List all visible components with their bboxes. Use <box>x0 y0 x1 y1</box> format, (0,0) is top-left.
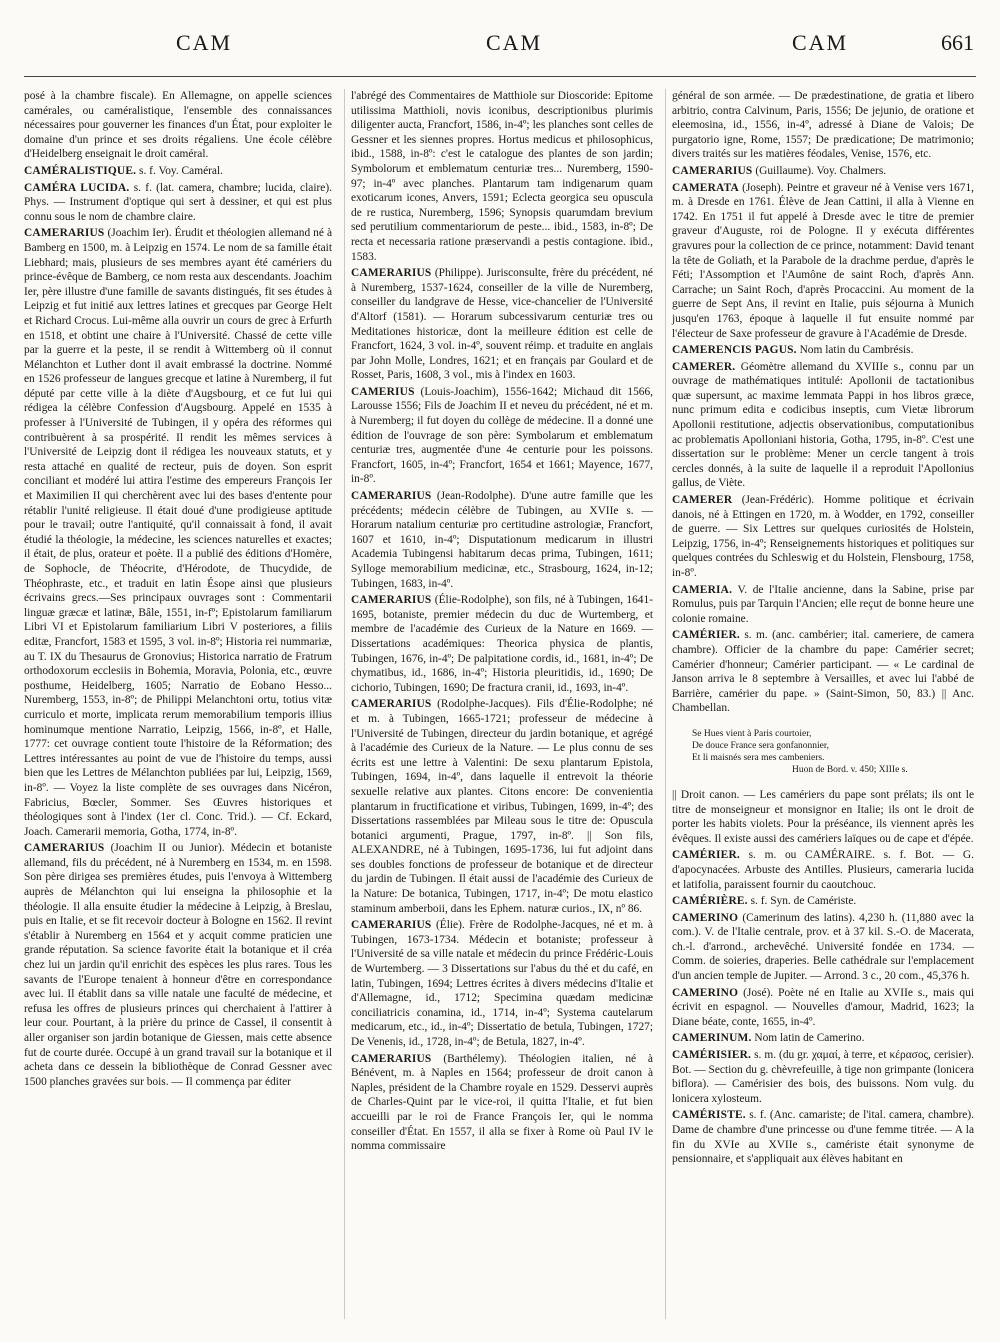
dictionary-entry <box>351 489 653 591</box>
column-middle <box>344 89 653 1319</box>
entry-headword: CAMERINO <box>672 911 739 924</box>
entry-text: Nom latin de Camerino. <box>754 1032 865 1045</box>
entry-headword: CAMÉRALISTIQUE. <box>24 164 137 177</box>
dictionary-entry <box>672 89 974 162</box>
dictionary-entry <box>351 89 653 264</box>
entry-headword: CAMERARIUS <box>672 164 753 177</box>
column-right-entries-after <box>672 788 974 1167</box>
entry-headword: CAMERER. <box>672 360 736 373</box>
entry-text: Géomètre allemand du XVIIIe s., connu par un ouvrage de mathématiques intitulé: Apollonii de tactationibus quæ supersunt, ac maxime lemmata Pappi in hos libros græce, nunc primum edita e codicibus inseptis, cum Vietæ librorum Apollonii restitutione, adjectis observationibus, computationibus ac problematis Apolloniani historia, Gotha, 1795, in-8º. C'est une dissertation sur le problème: Mener un cercle tangent à trois cercles donnés, à la suite de laquelle il a reproduit l'Apollonius gallus, de Viète. <box>672 360 974 490</box>
entry-headword: CAMERARIUS <box>351 267 432 280</box>
entry-headword: CAMERINO <box>672 986 739 999</box>
entry-text: (Barthélemy). Théologien italien, né à Bénévent, m. à Naples en 1564; professeur de droit canon à Naples, président de la Chambre royale en 1529. Desservi auprès de Charles-Quint par le vice-roi, il quitta l'Italie, et fut bien accueilli par le roi de France François Ier, qui le nomma conseiller d'État. En 1557, il alla se fixer à Rome où Paul IV le nomma commissaire <box>351 1052 653 1153</box>
entry-text: (Joseph). Peintre et graveur né à Venise vers 1671, m. à Dresde en 1761. Élève de Jean Cattini, il alla à Vienne en 1742. En 1751 il fut appelé à Dresde avec le titre de premier graveur d'Auguste, roi de Pologne. Il y exécuta différentes gravures pour la collection de ce prince, notamment: David tenant la tête de Goliath, et la Parabole de la drachme perdue, d'après le Féti; l'Assomption et l'Aumône de saint Roch, d'après Ann. Carrache; un Saint Roch, d'après Procaccini. Au moment de la guerre de Sept Ans, il revint en Italie, puis séjourna à Munich jusqu'en 1763, époque à laquelle il fut ensuite nommé par l'électeur de Saxe professeur de gravure à l'Académie de Dresde. <box>672 181 974 340</box>
verse-line: Et li maisnés sera mes cambeniers. <box>692 752 825 763</box>
entry-text: (Jean-Frédéric). Homme politique et écrivain danois, né à Ettingen en 1720, m. à Wodder, en 1792, conseiller de guerre. — Six Lettres sur quelques curiosités de Holstein, Leipzig, 1756, in-4º; Renseignements historiques et politiques sur quelques contrées du Schleswig et du Holstein, Flensbourg, 1758, in-8º. <box>672 494 974 579</box>
entry-text: (Camerinum des latins). 4,230 h. (11,880 avec la com.). V. de l'Italie centrale, prov. et à 37 kil. S.-O. de Macerata, ch.-l. d'arrond., archevêché. Université fondée en 1734. — Comm. de soieries, draperies. Belle cathédrale sur l'emplacement d'un ancien temple de Jupiter. — Arrond. 3 c., 20 com., 45,376 h. <box>672 911 974 983</box>
dictionary-entry <box>672 788 974 846</box>
entry-text: (Louis-Joachim), 1556-1642; Michaud dit 1566, Larousse 1556; Fils de Joachim II et neveu du précédent, né et m. à Nuremberg; il fut doyen du collège de médecine. Il a donné une édition de l'ouvrage de son père: Symbolarum et emblematum centuriæ tres, augmentée d'une 4e centurie pour les poissons. Francfort, 1605, in-4º; Francfort, 1654 et 1661; Mayence, 1677, in-8º. <box>351 385 653 486</box>
running-head-right: CAM <box>792 30 849 55</box>
verse-quotation <box>692 728 974 776</box>
dictionary-entry <box>351 385 653 487</box>
entry-headword: CAMERARIUS <box>351 919 432 932</box>
dictionary-entry <box>672 181 974 342</box>
entry-text: s. f. Syn. de Caméristе. <box>750 895 857 908</box>
entry-text: s. m. ou CAMÉRAIRE. s. f. Bot. — G. d'apocynacées. Arbuste des Antilles. Plusieurs, cameraria lucida et latifolia, paraissent fournir du caoutchouc. <box>672 849 974 891</box>
dictionary-entry <box>672 360 974 491</box>
column-right-entries <box>672 89 974 716</box>
text-columns <box>24 89 976 1319</box>
entry-text: (Philippe). Jurisconsulte, frère du précédent, né à Nuremberg, 1537-1624, conseiller de la ville de Nuremberg, conseiller du landgrave de Hesse, vice-chancelier de l'Université d'Altorf (1581). — Horarum subcessivarum centuriæ tres ou Meditationes historicæ, dont la meilleure édition est celle de Francfort, 1624, 3 vol. in-4º, souvent réimp. et traduite en anglais par John Molle, Londres, 1621; et en français par Goulard et de Rosset, Paris, 1608, 3 vol., mis à l'index en 1603. <box>351 267 653 382</box>
entry-text: (Rodolphe-Jacques). Fils d'Élie-Rodolphe; né et m. à Tubingen, 1665-1721; professeur de médecine à l'Université de Tubingen, directeur du jardin botanique, et agrégé à l'académie des Curieux de la Nature. — Le plus connu de ses écrits est une lettre à Valentini: De sexu plantarum Epistola, Tubingen, 1694, in-4º, dans laquelle il entrevoit la théorie sexuelle relative aux plantes. Citons encore: De convenientia plantarum in fructificatione et viribus, Tubingen, 1699, in-4º; des Dissertations rassemblées par Mileau sous le titre de: Opuscula botanici argumenti, Prague, 1797, in-8º. || Son fils, ALEXANDRE, né à Tubingen, 1695-1736, lui fut adjoint dans ses doubles fonctions de professeur de botanique et de directeur du jardin de Tubingen. Il était aussi de l'académie des Curieux de la Nature: De botanica, Tubingen, 1717, in-4º; De motu elastico staminum amberboii, dans les Ephem. naturæ curios., IX, nº 86. <box>351 698 653 915</box>
dictionary-entry <box>672 628 974 716</box>
entry-headword: CAMERER <box>672 494 733 507</box>
dictionary-entry <box>672 911 974 984</box>
entry-text: général de son armée. — De prædestinatione, de gratia et libero arbitrio, contra Calvinum, Paris, 1556; De jejunio, de oratione et eleemosina, id., 1556, in-4º, adressé à Diane de Valois; De purgatorio igne, Rome, 1557; De prædicatione; De matrimonio; divers traités sur les matières féodales, Venise, 1576, etc. <box>672 90 974 161</box>
entry-text: (Guillaume). Voy. Chalmers. <box>755 164 887 177</box>
verse-line: De douce France sera gonfanonnier, <box>692 740 830 751</box>
dictionary-entry <box>24 181 332 225</box>
entry-headword: CAMERARIUS <box>24 842 105 855</box>
entry-text: (Jean-Rodolphe). D'une autre famille que les précédents; médecin célèbre de Tubingen, au XVIIe s. — Horarum natalium centuriæ pro certitudine astrologiæ, Francfort, 1607 et 1610, in-4º; Disputationum medicarum in illustri Academia Tubingensi habitarum decas prima, Tubingen, 1611; Sylloge memorabilium medicinæ, etc., Strasbourg, 1624, in-12; Tubingen, 1683, in-4º. <box>351 490 653 590</box>
dictionary-entry <box>672 1031 974 1046</box>
dictionary-entry <box>672 986 974 1030</box>
entry-headword: CAMERATA <box>672 181 739 194</box>
entry-text: || Droit canon. — Les camériers du pape sont prélats; ils ont le titre de monseigneur et monsignor en Italie; ils ont le droit de porter les habits violets. Pour la préséance, ils viennent après les évêques. Il existe aussi des camériers laïques ou de cape et d'épée. <box>672 788 974 845</box>
dictionary-entry <box>351 1052 653 1154</box>
entry-text: Nom latin du Cambrésis. <box>799 344 914 357</box>
entry-text: (Élie). Frère de Rodolphe-Jacques, né et m. à Tubingen, 1673-1734. Médecin et botaniste; professeur à l'Université de sa ville natale et médecin du prince Frédéric-Louis de Wurtemberg. — 3 Dissertations sur l'abus du thé et du café, en latin, Tubingen, 1694; Lettres écrites à divers médecins d'Italie et d'Allemagne, id., 1712; Specimina quædam medicinæ conciliatricis conamina, id., 1714, in-4º; Systema cautelarum medicarum, etc., id., in-4º; Dissertatio de betula, Tubingen, 1727; De Venenis, id., 1728, in-4º; de Betula, 1827, in-4º. <box>351 919 653 1048</box>
dictionary-entry <box>351 266 653 383</box>
entry-text: s. f. Voy. Caméral. <box>139 164 223 177</box>
entry-headword: CAMERARIUS <box>351 698 432 711</box>
entry-text: (Joachim Ier). Érudit et théologien allemand né à Bamberg en 1500, m. à Leipzig en 1574. Le nom de sa famille était Liebhard; mais, plusieurs de ses membres ayant été camériers du prince-évêque de Bamberg, ce nom resta aux descendants. Joachim Ier, père illustre d'une famille de savants distingués, fit ses études à Leipzig et fut initié aux lettres latines et grecques par George Helt et Richard Crocus. Lui-même alla ouvrir un cours de grec à Erfurth en 1518, et obtint une chaire à l'Université. Chassé de cette ville par la guerre et la peste, il se rendit à Wittemberg où il connut Mélanchton et Luther dont il avait embrassé la doctrine. Nommé en 1526 professeur de langues grecque et latine à Nuremberg, il fut député par cette ville à la diète d'Augsbourg, et ce fut lui qui rédigea la célèbre Confession d'Augsbourg. Appelé en 1535 à professer à l'Université de Tubingen, il y opéra des réformes qui contribuèrent à sa prospérité. Il rendit les mêmes services à l'Université de Leipzig dont il rédigea les nouveaux statuts, et y resta attaché en qualité de recteur, puis de doyen. Son esprit conciliant et modéré lui attira l'estime des empereurs François Ier et Maximilien II qui cherchèrent avec lui des bases d'entente pour rétablir l'unité religieuse. Il était doué d'une prodigieuse aptitude pour le travail; outre l'antiquité, qu'il connaissait à fond, il avait étudié la théologie, la médecine, les sciences naturelles et exactes; il était, de plus, orateur et poète. Il a publié des éditions d'Homère, de Sophocle, de Théocrite, d'Hérodote, de Thucydide, de Théophraste, etc., et traduit en latin Ésope ainsi que plusieurs écrivains grecs.—Ses principaux ouvrages sont : Commentarii linguæ græcæ et latinæ, Bâle, 1551, in-fº; Epistolarum familiarum Libri VI et Epistolarum familiarium Libri V posteriores, a filiis editæ, Francfort, 1583 et 1595, 3 vol. in-8º; Historia rei nummariæ, au T. IX du Thesaurus de Gronovius; Historica narratio de Fratrum orthodoxorum ecclesiis in Bohemia, Moravia, Polonia, etc., œuvre posthume, Heidelberg, 1605; Narratio de Eobano Hesso... Nuremberg, 1553, in-8º; de Philippi Melanchtoni ortu, totius vitæ curriculo et morte, implicata rerum memorabilium temporis illius hominumque mentione Narratio, Leipzig, 1566, in-8º, et Halle, 1777: cet ouvrage contient toute l'histoire de la Réformation; des Lettres intéressantes au point de vue de l'histoire du temps, aussi bien que les Lettres de Mélanchton publiées par lui, Leipzig, 1569, in-8º. — Voyez la liste complète de ses ouvrages dans Nicéron, Fabricius, Bœcler, Sommer. Ses Œuvres historiques et théologiques sont à l'index (1er cl. Conc. Trid.). — Cf. Eckard, Joach. Camerarii memoria, Gotha, 1774, in-8º. <box>24 227 332 838</box>
verse-source: Huon de Bord. v. 450; XIIIe s. <box>792 764 908 775</box>
entry-text: s. m. (anc. cambérier; ital. cameriere, de camera chambre). Officier de la chambre du pape: Camérier secret; Camérier d'honneur; Camérier participant. — « Le cardinal de Janson arriva le 8 septembre à Versailles, et avec lui l'abbé de Barrière, camérier du pape. » (Saint-Simon, 50, 83.) || Anc. Chambellan. <box>672 629 974 715</box>
running-head-left: CAM <box>176 30 233 55</box>
entry-text: (Joachim II ou Junior). Médecin et botaniste allemand, fils du précédent, né à Nuremberg en 1534, m. en 1598. Son père dirigea ses premières études, puis l'envoya à Wittemberg auprès de Mélanchton qui lui enseigna la philosophie et la théologie. Il alla ensuite étudier la médecine à Leipzig, à Breslau, puis en Italie, et se fit recevoir docteur à Bologne en 1562. Il revint s'établir à Nuremberg en 1564 et y acquit comme praticien une grande réputation. Sa science favorite était la botanique et il créa chez lui un jardin qu'il enrichit des espèces les plus rares. Tous les savants de l'Europe tenaient à honneur d'être en correspondance avec lui. Il établit dans sa ville natale une faculté de médecine, et refusa les offres de plusieurs princes qui cherchaient à l'attirer à leur cour. Pourtant, à la prière du prince de Cassel, il consentit à aller organiser son jardin botanique de Giessen, mais cette absence fut de courte durée. Occupé à un grand travail sur la botanique et il acheta dans ce dessein la bibliothèque de Conrad Gessner avec 1500 planches gravées sur bois. — Il commença par éditer <box>24 842 332 1088</box>
entry-text: (José). Poète né en Italie au XVIIe s., mais qui écrivit en espagnol. — Nouvelles d'amour, Madrid, 1623; la Diane béate, conte, 1655, in-4º. <box>672 986 974 1028</box>
entry-headword: CAMÉRIÈRE. <box>672 895 748 908</box>
entry-headword: CAMÉRISTE. <box>672 1109 746 1122</box>
entry-headword: CAMÉRIER. <box>672 849 740 862</box>
entry-headword: CAMÉRISIER. <box>672 1049 752 1062</box>
entry-text: V. de l'Italie ancienne, dans la Sabine, prise par Romulus, puis par Tarquin l'Ancien; elle reçut de bonne heure une colonie romaine. <box>672 583 974 625</box>
dictionary-entry <box>24 89 332 162</box>
entry-text: s. f. (lat. camera, chambre; lucida, claire). Phys. — Instrument d'optique qui sert à dessiner, et qui est plus connu sous le nom de chambre claire. <box>24 181 332 223</box>
dictionary-entry <box>672 1048 974 1106</box>
verse-line: Se Hues vient à Paris courtoier, <box>692 728 812 739</box>
page-number: 661 <box>941 30 974 55</box>
dictionary-entry <box>351 697 653 916</box>
entry-text: posé à la chambre fiscale). En Allemagne, on appelle sciences camérales, ou caméralistique, l'ensemble des connaissances nécessaires pour gouverner les finances d'un État, pour exploiter le domaine d'un prince et ses droits régaliens. Une école célèbre d'Heidelberg enseignait le droit caméral. <box>24 90 332 161</box>
entry-text: l'abrégé des Commentaires de Matthiole sur Dioscoride: Epitome utilissima Matthioli, novis iconibus, descriptionibus plurimis diligenter aucta, Francfort, 1586, in-4º; les planches sont celles de Gessner et les siennes propres. Hortus medicus et philosophicus, ibid., 1588, in-8º: c'est le catalogue des plantes de son jardin; Symbolorum et emblematum centuriæ tres... Nuremberg, 1590-97; in-4º avec planches. Plantarum tam indigenarum quam exoticarum icones, Anvers, 1591; Eclecta georgica seu opuscula de re rustica, Nuremberg, 1596; Synopsis quarumdam brevium sed perutilium commentariorum de peste... ibid., 1583, in-8º; De recta et necessaria ratione præservandi a pestis contagione. ibid., 1583. <box>351 90 653 263</box>
dictionary-entry <box>351 593 653 695</box>
dictionary-entry <box>24 841 332 1089</box>
column-left <box>24 89 332 1319</box>
dictionary-entry <box>672 164 974 179</box>
entry-headword: CAMÉRIER. <box>672 629 740 642</box>
dictionary-entry <box>24 164 332 179</box>
dictionary-entry <box>351 918 653 1049</box>
entry-text: (Élie-Rodolphe), son fils, né à Tubingen, 1641-1695, botaniste, premier médecin du duc de Wurtemberg, et membre de l'académie des Curieux de la Nature en 1669. — Dissertations académiques: Theorica physica de plantis, Tubingen, 1676, in-4º; De palpitatione cordis, id., 1681, in-4º; De chymatibus, id., 1686, in-4º; Historia pleuritidis, id., 1690; De cichorio, Tubingen, 1690; De fractura cranii, id., 1693, in-4º. <box>351 594 653 694</box>
entry-headword: CAMERIA. <box>672 583 733 596</box>
entry-headword: CAMERARIUS <box>351 1052 432 1065</box>
entry-headword: CAMERARIUS <box>351 490 432 503</box>
dictionary-entry <box>672 848 974 892</box>
entry-text: s. f. (Anc. camariste; de l'ital. camera, chambre). Dame de chambre d'une princesse ou d'une femme titrée. — A la fin du XVIe au XVIIe s., caméristе était synonyme de pensionnaire, et s'appliquait aux élèves habitant en <box>672 1109 974 1166</box>
dictionary-entry <box>24 226 332 839</box>
entry-headword: CAMERENCIS PAGUS. <box>672 344 797 357</box>
dictionary-entry <box>672 583 974 627</box>
dictionary-entry <box>672 894 974 909</box>
column-right <box>665 89 974 1319</box>
entry-text: s. m. (du gr. χαμαί, à terre, et κέρασος, cerisier). Bot. — Section du g. chèvrefeuille, à tige non grimpante (lonicera biflora). — Camérisier des bois, des buissons. Nom vulg. du lonicera xylosteum. <box>672 1049 974 1105</box>
running-head-center: CAM <box>486 30 543 55</box>
dictionary-entry <box>672 1108 974 1166</box>
running-header <box>24 30 976 77</box>
entry-headword: CAMERARIUS <box>351 594 432 607</box>
entry-headword: CAMERIUS <box>351 385 415 398</box>
dictionary-entry <box>672 493 974 581</box>
dictionary-entry <box>672 343 974 358</box>
entry-headword: CAMERARIUS <box>24 227 105 240</box>
entry-headword: CAMERINUM. <box>672 1032 752 1045</box>
entry-headword: CAMÉRA LUCIDA. <box>24 181 130 194</box>
